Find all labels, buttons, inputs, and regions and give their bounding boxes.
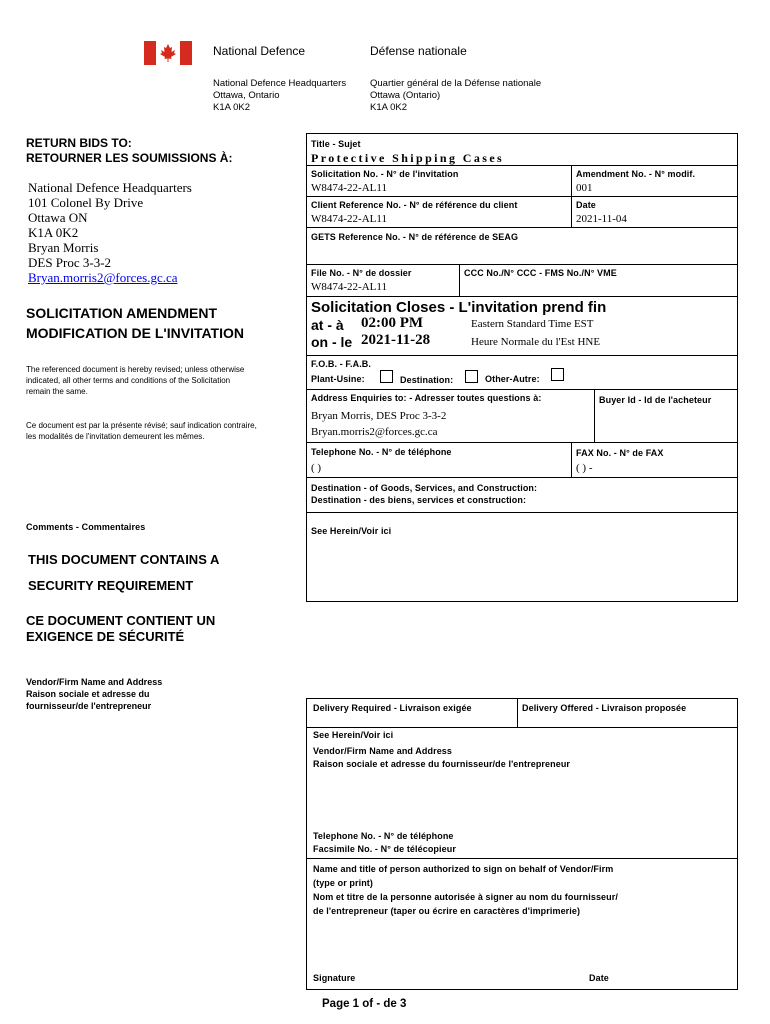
client-ref-label: Client Reference No. - N° de référence du client [311, 200, 518, 210]
telephone-label: Telephone No. - N° de téléphone [311, 447, 452, 457]
vendor-phone-fax-labels: Telephone No. - N° de téléphone Facsimile No. - N° de télécopieur [313, 831, 456, 854]
destination-goods-label: Destination - of Goods, Services, and Construction: Destination - des biens, services et construction: [311, 483, 538, 505]
telephone-value: ( ) [311, 462, 322, 474]
fob-label: F.O.B. - F.A.B. [311, 359, 371, 369]
hq-address-fr: Quartier général de la Défense nationale Ottawa (Ontario) K1A 0K2 [370, 78, 542, 113]
delivery-required-label: Delivery Required - Livraison exigée [313, 703, 472, 713]
signature-date-label: Date [589, 973, 609, 983]
security-notice-en: THIS DOCUMENT CONTAINS A SECURITY REQUIREMENT [28, 552, 220, 593]
closing-date-value: 2021-11-28 [361, 332, 431, 348]
signatory-label: Name and title of person authorized to sign on behalf of Vendor/Firm (type or print) Nom et titre de la personne autorisée à signer au nom du fournisseur/ de l'entrepreneur (taper ou écrire en caractères d'imprimerie) [313, 864, 618, 916]
at-label: at - à [311, 317, 344, 333]
plant-checkbox[interactable] [380, 370, 393, 383]
return-bids-heading: RETURN BIDS TO: RETOURNER LES SOUMISSIONS À: [26, 136, 233, 165]
delivery-offered-label: Delivery Offered - Livraison proposée [522, 703, 687, 713]
other-checkbox[interactable] [551, 368, 564, 381]
notice-fr: Ce document est par la présente révisé; sauf indication contraire, les modalités de l'invitation demeurent les mêmes. [26, 421, 257, 441]
client-ref-value: W8474-22-AL11 [311, 213, 387, 225]
enquiries-label: Address Enquiries to: - Adresser toutes questions à: [311, 393, 542, 403]
ccc-no-label: CCC No./N° CCC - FMS No./N° VME [464, 268, 617, 278]
signature-label: Signature [313, 973, 356, 983]
dept-name-en: National Defence [213, 44, 306, 58]
delivery-required-value: See Herein/Voir ici [313, 730, 394, 740]
title-label: Title - Sujet [311, 139, 361, 149]
fax-value: ( ) - [576, 462, 593, 474]
vendor-label-left: Vendor/Firm Name and Address Raison sociale et adresse du fournisseur/de l'entrepreneur [26, 677, 163, 711]
timezone-fr: Heure Normale du l'Est HNE [471, 336, 601, 348]
return-address: National Defence Headquarters 101 Colonel By Drive Ottawa ON K1A 0K2 Bryan Morris DES Proc 3-3-2 Bryan.morris2@forces.gc.ca [28, 180, 192, 285]
file-no-label: File No. - N° de dossier [311, 268, 412, 278]
security-notice-fr: CE DOCUMENT CONTIENT UN EXIGENCE DE SÉCURITÉ [26, 613, 216, 644]
dept-name-fr: Défense nationale [370, 44, 467, 58]
notice-en: The referenced document is hereby revised; unless otherwise indicated, all other terms and conditions of the Solicitation remain the same. [26, 365, 245, 396]
solicitation-no-label: Solicitation No. - N° de l'invitation [311, 169, 459, 179]
destination-see-herein: See Herein/Voir ici [311, 526, 392, 536]
vendor-label: Vendor/Firm Name and Address Raison sociale et adresse du fournisseur/de l'entrepreneur [313, 746, 571, 769]
enquiries-contact: Bryan Morris, DES Proc 3-3-2 Bryan.morris2@forces.gc.ca [311, 410, 447, 438]
destination-checkbox[interactable] [465, 370, 478, 383]
closes-label: Solicitation Closes - L'invitation prend fin [311, 299, 607, 316]
date-label: Date [576, 200, 596, 210]
buyer-id-label: Buyer Id - Id de l'acheteur [599, 395, 712, 405]
amendment-no-value: 001 [576, 182, 593, 194]
timezone-en: Eastern Standard Time EST [471, 318, 594, 330]
date-value: 2021-11-04 [576, 213, 627, 225]
amendment-no-label: Amendment No. - N° modif. [576, 169, 696, 179]
file-no-value: W8474-22-AL11 [311, 281, 387, 293]
destination-label: Destination: [400, 375, 454, 385]
title-value: Protective Shipping Cases [311, 151, 505, 165]
return-email-link[interactable]: Bryan.morris2@forces.gc.ca [28, 270, 178, 285]
fax-label: FAX No. - N° de FAX [576, 448, 664, 458]
closing-time-value: 02:00 PM [361, 315, 424, 331]
solicitation-no-value: W8474-22-AL11 [311, 182, 387, 194]
gets-ref-label: GETS Reference No. - N° de référence de SEAG [311, 232, 519, 242]
canada-flag-icon [144, 41, 192, 65]
other-label: Other-Autre: [485, 374, 540, 384]
comments-label: Comments - Commentaires [26, 522, 146, 532]
hq-address-en: National Defence Headquarters Ottawa, Ontario K1A 0K2 [213, 78, 347, 113]
on-label: on - le [311, 334, 353, 350]
amendment-title: SOLICITATION AMENDMENT MODIFICATION DE L'INVITATION [26, 305, 244, 341]
page-number: Page 1 of - de 3 [322, 998, 407, 1010]
plant-label: Plant-Usine: [311, 374, 365, 384]
